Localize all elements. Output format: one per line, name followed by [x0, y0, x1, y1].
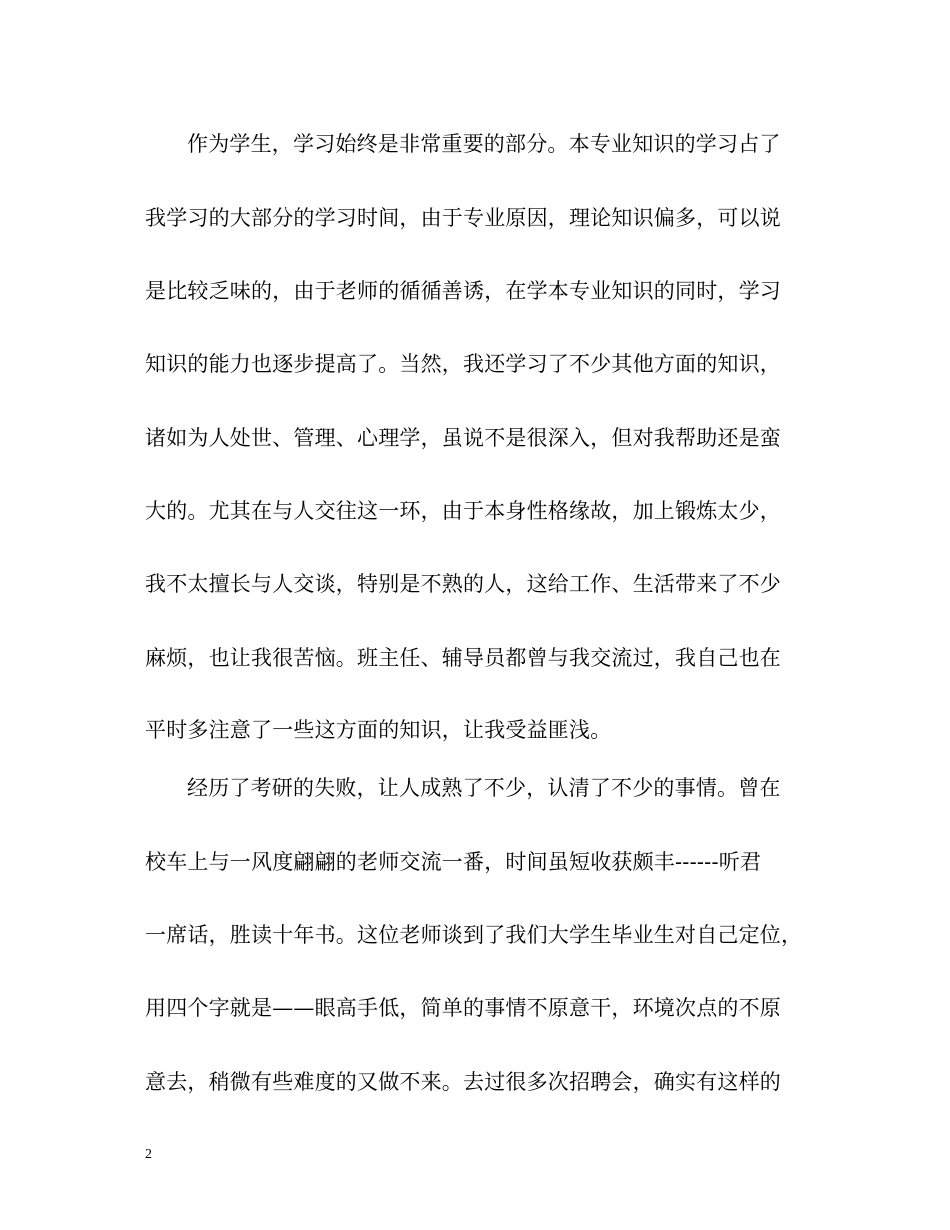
paragraph-2-line-5: 意去，稍微有些难度的又做不来。去过很多次招聘会，确实有这样的 — [145, 1070, 781, 1094]
paragraph-2-line-4: 用四个字就是——眼高手低，简单的事情不原意干，环境次点的不原 — [145, 996, 781, 1020]
paragraph-1-line-7: 我不太擅长与人交谈，特别是不熟的人，这给工作、生活带来了不少 — [145, 572, 781, 596]
paragraph-1-line-4: 知识的能力也逐步提高了。当然，我还学习了不少其他方面的知识， — [145, 352, 781, 376]
paragraph-1-line-1: 作为学生，学习始终是非常重要的部分。本专业知识的学习占了 — [187, 132, 781, 156]
paragraph-1-line-8: 麻烦，也让我很苦恼。班主任、辅导员都曾与我交流过，我自己也在 — [145, 646, 781, 670]
paragraph-1-line-9: 平时多注意了一些这方面的知识，让我受益匪浅。 — [145, 718, 612, 742]
paragraph-2-line-1: 经历了考研的失败，让人成熟了不少，认清了不少的事情。曾在 — [187, 776, 781, 800]
paragraph-1-line-5: 诸如为人处世、管理、心理学，虽说不是很深入，但对我帮助还是蛮 — [145, 426, 781, 450]
paragraph-2-line-3: 一席话，胜读十年书。这位老师谈到了我们大学生毕业生对自己定位， — [145, 923, 803, 947]
paragraph-1-line-3: 是比较乏味的，由于老师的循循善诱，在学本专业知识的同时，学习 — [145, 279, 781, 303]
paragraph-2-line-2: 校车上与一风度翩翩的老师交流一番，时间虽短收获颇丰------听君 — [145, 850, 762, 874]
paragraph-1-line-6: 大的。尤其在与人交往这一环，由于本身性格缘故，加上锻炼太少， — [145, 499, 781, 523]
page-number: 2 — [145, 1147, 152, 1162]
paragraph-1-line-2: 我学习的大部分的学习时间，由于专业原因，理论知识偏多，可以说 — [145, 206, 781, 230]
